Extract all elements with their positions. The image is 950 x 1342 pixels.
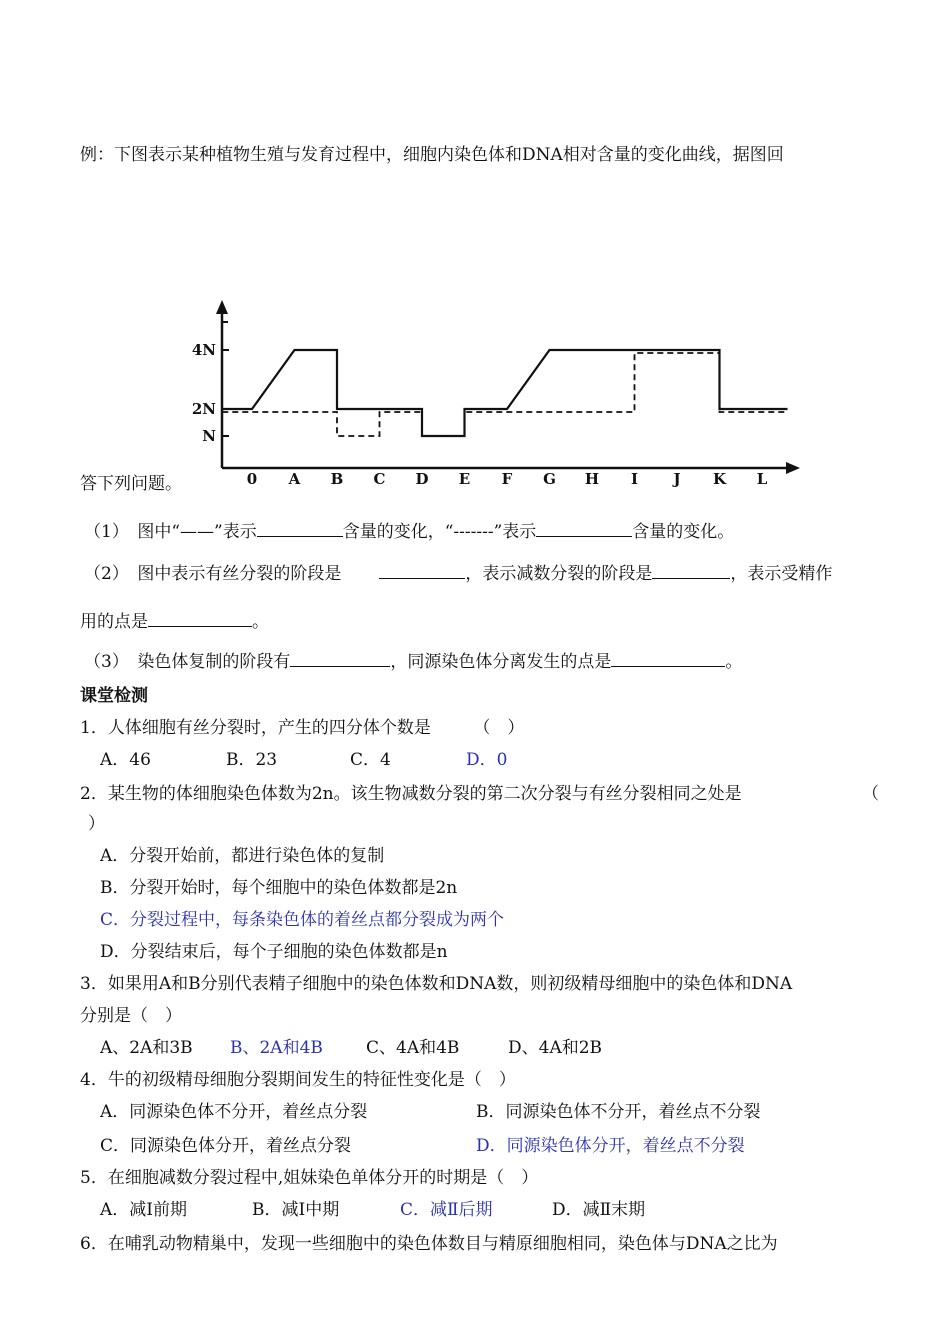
answer-blank[interactable] — [652, 560, 730, 579]
y-tick-label: N — [202, 427, 216, 445]
question-5-stem: 5．在细胞减数分裂过程中,姐妹染色单体分开的时期是（ ） — [80, 1168, 539, 1188]
question-3-stem: 3．如果用A和B分别代表精子细胞中的染色体数和DNA数，则初级精母细胞中的染色体和DNA — [80, 974, 793, 994]
example-q2-text-d: 用的点是 — [80, 612, 148, 632]
question-5-option-b[interactable]: B．减Ⅰ中期 — [252, 1200, 340, 1220]
y-tick-label: 2N — [191, 400, 216, 418]
x-tick-label: C — [373, 470, 386, 488]
question-5-option-d[interactable]: D．减Ⅱ末期 — [552, 1200, 646, 1220]
chromosome-solid-series — [222, 350, 787, 436]
example-q3-text-b: ，同源染色体分离发生的点是 — [390, 652, 612, 672]
question-4-option-d[interactable]: D．同源染色体分开，着丝点不分裂 — [476, 1136, 745, 1156]
question-4-option-b[interactable]: B．同源染色体不分开，着丝点不分裂 — [476, 1102, 761, 1122]
section-title: 课堂检测 — [80, 686, 148, 706]
question-1-option-a[interactable]: A．46 — [100, 750, 151, 770]
x-tick-label: 0 — [246, 470, 258, 488]
question-2-option-a[interactable]: A．分裂开始前，都进行染色体的复制 — [100, 846, 385, 866]
example-q2-cont — [80, 608, 269, 634]
question-2-option-b[interactable]: B．分裂开始时，每个细胞中的染色体数都是2n — [100, 878, 458, 898]
example-q2-text-e: 。 — [252, 612, 269, 632]
x-tick-label: B — [330, 470, 344, 488]
example-q2-text-b: ，表示减数分裂的阶段是 — [465, 564, 653, 584]
question-3-option-a[interactable]: A、2A和3B — [100, 1038, 193, 1058]
example-q3-text-a: （3） 染色体复制的阶段有 — [84, 652, 291, 672]
question-3-stem-2: 分别是（ ） — [80, 1006, 182, 1026]
question-3-option-d[interactable]: D、4A和2B — [508, 1038, 603, 1058]
example-intro: 例：下图表示某种植物生殖与发育过程中，细胞内染色体和DNA相对含量的变化曲线，据图回 — [80, 145, 784, 165]
example-intro-tail: 答下列问题。 — [80, 474, 182, 494]
example-q3-text-c: 。 — [725, 652, 743, 672]
question-1-option-c[interactable]: C．4 — [350, 750, 391, 770]
x-tick-label: L — [756, 470, 768, 488]
question-4-option-a[interactable]: A．同源染色体不分开，着丝点分裂 — [100, 1102, 368, 1122]
example-q1-text-c: 含量的变化。 — [632, 522, 735, 542]
x-tick-label: D — [415, 470, 429, 488]
answer-blank[interactable] — [257, 518, 343, 537]
answer-blank[interactable] — [148, 608, 252, 627]
x-tick-label: G — [543, 470, 556, 488]
question-3-option-b[interactable]: B、2A和4B — [230, 1038, 323, 1058]
y-axis-arrow — [216, 300, 228, 314]
question-1-stem: 1．人体细胞有丝分裂时，产生的四分体个数是 （ ） — [80, 718, 525, 738]
x-tick-label: E — [458, 470, 471, 488]
y-tick-label: 4N — [191, 341, 216, 359]
x-tick-label: J — [673, 470, 681, 488]
dna-dashed-series — [222, 353, 787, 436]
x-tick-label: F — [501, 470, 513, 488]
question-2-paren-close: ） — [88, 814, 105, 834]
question-2-option-d[interactable]: D．分裂结束后，每个子细胞的染色体数都是n — [100, 942, 448, 962]
x-axis-arrow — [786, 462, 800, 474]
question-4-option-c[interactable]: C．同源染色体分开，着丝点分裂 — [100, 1136, 352, 1156]
question-2-stem: 2．某生物的体细胞染色体数为2n。该生物减数分裂的第二次分裂与有丝分裂相同之处是 — [80, 784, 742, 804]
x-tick-label: K — [712, 470, 727, 488]
example-q1-text-a: （1） 图中“——”表示 — [84, 522, 257, 542]
question-3-option-c[interactable]: C、4A和4B — [366, 1038, 460, 1058]
x-tick-label: H — [584, 470, 600, 488]
question-4-stem: 4．牛的初级精母细胞分裂期间发生的特征性变化是（ ） — [80, 1070, 516, 1090]
question-2-option-c[interactable]: C．分裂过程中，每条染色体的着丝点都分裂成为两个 — [100, 910, 505, 930]
chromosome-dna-chart — [190, 300, 810, 500]
question-5-option-c[interactable]: C．减Ⅱ后期 — [400, 1200, 493, 1220]
question-1-option-d[interactable]: D．0 — [466, 750, 508, 770]
answer-blank[interactable] — [611, 648, 725, 667]
x-tick-label: A — [288, 470, 301, 488]
x-tick-label: I — [630, 470, 639, 488]
example-q2 — [84, 560, 832, 586]
example-q3 — [84, 648, 742, 674]
example-q1-text-b: 含量的变化，“-------”表示 — [342, 522, 537, 542]
question-1-option-b[interactable]: B．23 — [226, 750, 278, 770]
answer-blank[interactable] — [290, 648, 390, 667]
example-q2-text-c: ，表示受精作 — [730, 564, 833, 584]
question-2-paren-open: （ — [862, 784, 879, 804]
question-5-option-a[interactable]: A．减Ⅰ前期 — [100, 1200, 187, 1220]
question-6-stem: 6．在哺乳动物精巢中，发现一些细胞中的染色体数目与精原细胞相同，染色体与DNA之比为 — [80, 1234, 778, 1254]
example-q2-text-a: （2） 图中表示有丝分裂的阶段是 — [84, 564, 342, 584]
answer-blank[interactable] — [536, 518, 632, 537]
answer-blank[interactable] — [379, 560, 465, 579]
example-q1 — [84, 518, 734, 544]
